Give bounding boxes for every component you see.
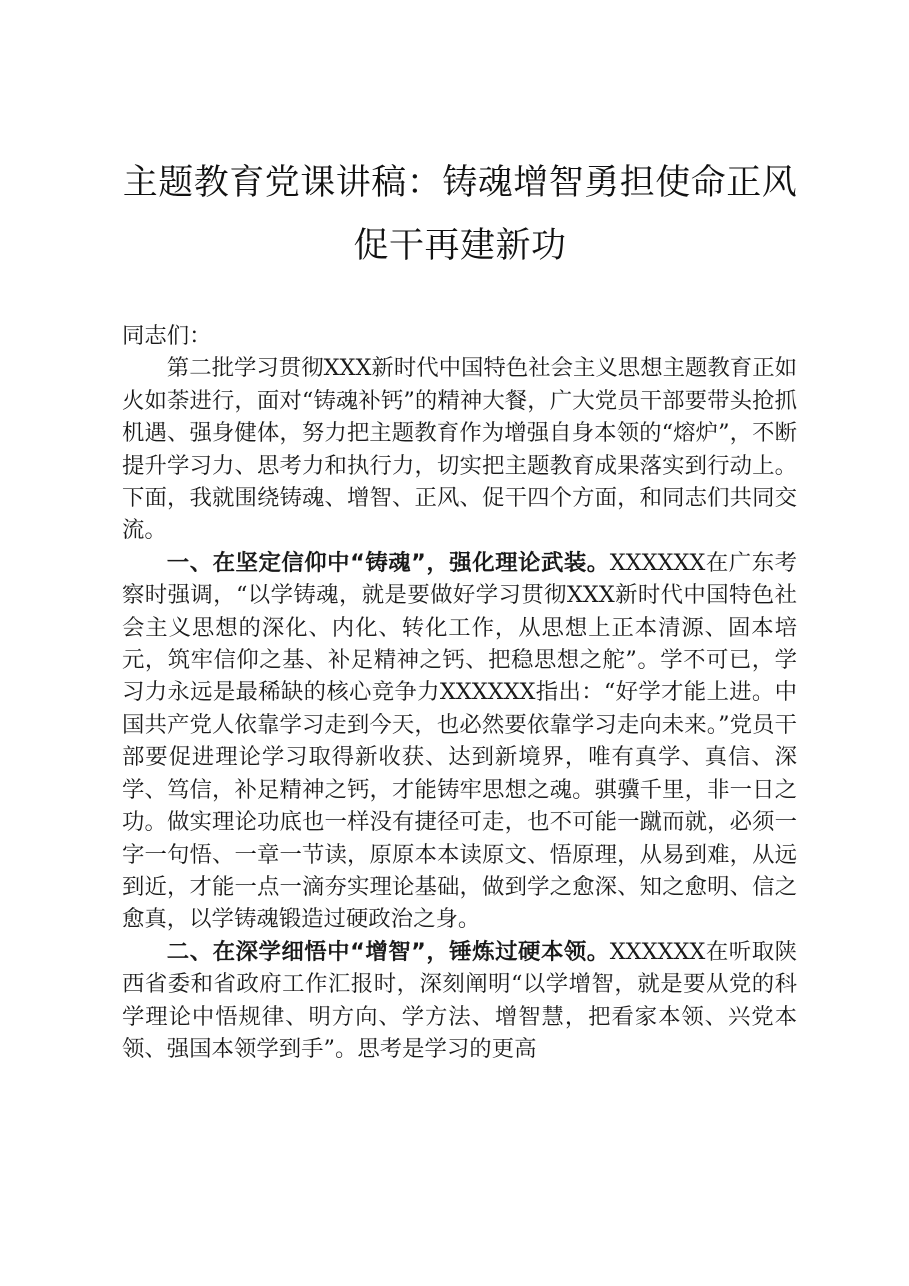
section-2-text: XXXXXX在听取陕西省委和省政府工作汇报时，深刻阐明“以学增智，就是要从党的科学理论中悟规律、明方向、学方法、增智慧，把看家本领、兴党本领、强国本领学到手”。思考是学习的更高 xyxy=(122,938,797,1062)
section-1-paragraph xyxy=(122,547,797,936)
salutation: 同志们： xyxy=(122,323,212,349)
section-2-paragraph xyxy=(122,936,797,1066)
section-2-heading: 二、在深学细悟中“增智”，锤炼过硬本领。 xyxy=(166,938,610,965)
section-1-text: XXXXXX在广东考察时强调，“以学铸魂，就是要做好学习贯彻XXX新时代中国特色社会主义思想的深化、内化、转化工作，从思想上正本清源、固本培元，筑牢信仰之基、补足精神之钙、把稳思想之舵”。学不可已，学习力永远是最稀缺的核心竞争力XXXXXX指出：“好学才能上进。中国共产党人依靠学习走到今天，也必然要依靠学习走向未来。”党员干部要促进理论学习取得新收获、达到新境界，唯有真学、真信、深学、笃信，补足精神之钙，才能铸牢思想之魂。骐骥千里，非一日之功。做实理论功底也一样没有捷径可走，也不可能一蹴而就，必须一字一句悟、一章一节读，原原本本读原文、悟原理，从易到难，从远到近，才能一点一滴夯实理论基础，做到学之愈深、知之愈明、信之愈真，以学铸魂锻造过硬政治之身。 xyxy=(122,549,797,933)
intro-paragraph: 第二批学习贯彻XXX新时代中国特色社会主义思想主题教育正如火如荼进行，面对“铸魂补钙”的精神大餐，广大党员干部要带头抢抓机遇、强身健体，努力把主题教育作为增强自身本领的“熔炉”，不断提升学习力、思考力和执行力，切实把主题教育成果落实到行动上。下面，我就围绕铸魂、增智、正风、促干四个方面，和同志们共同交流。 xyxy=(122,355,797,544)
document-title: 主题教育党课讲稿：铸魂增智勇担使命正风促干再建新功 xyxy=(122,163,798,266)
document-body xyxy=(122,320,797,1065)
section-1-heading: 一、在坚定信仰中“铸魂”，强化理论武装。 xyxy=(166,549,610,576)
